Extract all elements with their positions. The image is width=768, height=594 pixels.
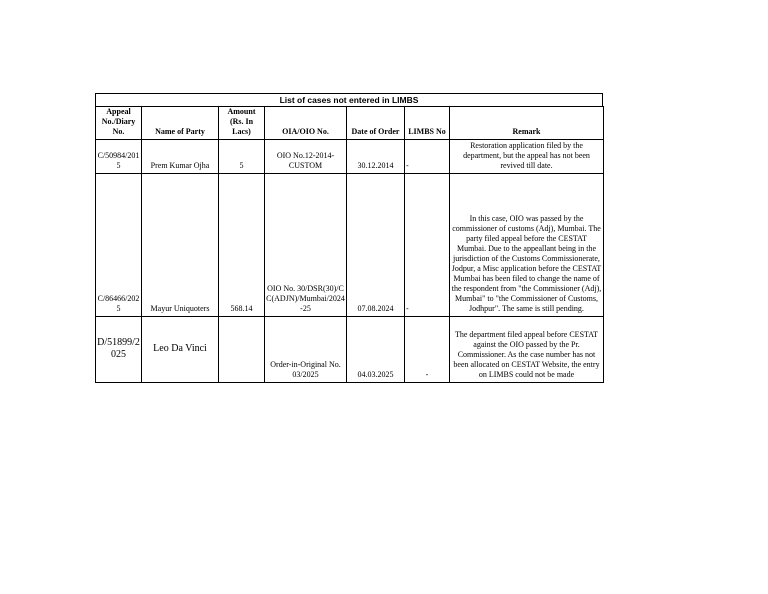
cases-document (95, 93, 603, 383)
header-party: Name of Party (142, 107, 219, 140)
cell-appeal: D/51899/2025 (96, 317, 142, 383)
cell-party: Mayur Uniquoters (142, 174, 219, 317)
cell-date: 30.12.2014 (347, 140, 405, 174)
cell-limbs: - (405, 174, 450, 317)
cell-amount: 5 (219, 140, 265, 174)
cell-limbs: - (405, 140, 450, 174)
cell-oia: OIO No.12-2014-CUSTOM (265, 140, 347, 174)
cell-party: Prem Kumar Ojha (142, 140, 219, 174)
cases-table (95, 106, 604, 383)
table-title: List of cases not entered in LIMBS (95, 93, 603, 106)
cell-appeal: C/50984/2015 (96, 140, 142, 174)
header-limbs: LIMBS No (405, 107, 450, 140)
header-row (96, 107, 604, 140)
cell-oia: OIO No. 30/DSR(30)/CC(ADJN)/Mumbai/2024-25 (265, 174, 347, 317)
header-appeal: Appeal No./Diary No. (96, 107, 142, 140)
table-row (96, 174, 604, 317)
cell-amount (219, 317, 265, 383)
cell-remark: In this case, OIO was passed by the commissioner of customs (Adj), Mumbai. The party filed appeal before the CESTAT Mumbai. Due to the appeallant being in the jurisdiction of the Customs Commissionerate, Jodpur, a Misc application before the CESTAT Mumbai has been filed to change the name of the respondent from "the Commissioner (Adj), Mumbai" to "the Commissioner of Customs, Jodhpur". The same is still pending. (450, 174, 604, 317)
table-row (96, 317, 604, 383)
header-remark: Remark (450, 107, 604, 140)
cell-oia: Order-in-Original No. 03/2025 (265, 317, 347, 383)
cell-date: 07.08.2024 (347, 174, 405, 317)
cell-appeal: C/86466/2025 (96, 174, 142, 317)
cell-limbs: - (405, 317, 450, 383)
cell-remark: The department filed appeal before CESTAT against the OIO passed by the Pr. Commissioner. As the case number has not been allocated on CESTAT Website, the entry on LIMBS could not be made (450, 317, 604, 383)
header-amount: Amount (Rs. In Lacs) (219, 107, 265, 140)
cell-party: Leo Da Vinci (142, 317, 219, 383)
header-oia: OIA/OIO No. (265, 107, 347, 140)
cell-amount: 568.14 (219, 174, 265, 317)
header-date: Date of Order (347, 107, 405, 140)
cell-date: 04.03.2025 (347, 317, 405, 383)
table-row (96, 140, 604, 174)
cell-remark: Restoration application filed by the department, but the appeal has not been revived till date. (450, 140, 604, 174)
